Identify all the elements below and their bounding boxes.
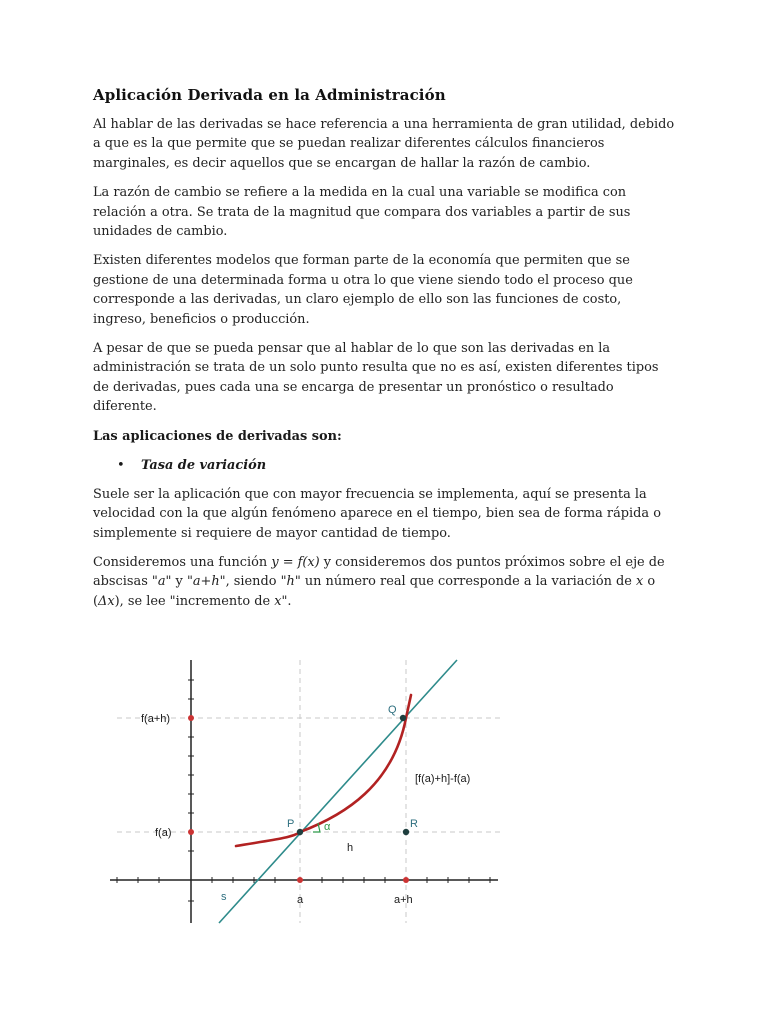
- math-expression: x: [274, 593, 282, 609]
- math-expression: h: [286, 574, 295, 590]
- text-segment: y consideremos dos puntos próximos sobre el eje de abscisas ": [93, 554, 665, 590]
- point-fa-marker: [188, 829, 194, 835]
- label-fa: f(a): [155, 827, 172, 839]
- text-segment: ", siendo ": [219, 574, 287, 590]
- point-r: [403, 829, 409, 835]
- label-ah: a+h: [394, 894, 413, 906]
- math-expression: a+h: [192, 574, 220, 590]
- page-title: Aplicación Derivada en la Administración: [93, 86, 446, 104]
- bullet-item: [93, 456, 678, 475]
- point-a-marker: [297, 877, 303, 883]
- paragraph-5: Suele ser la aplicación que con mayor frecuencia se implementa, aquí se presenta la velocidad con la que algún fenómeno aparece en el tiempo, bien sea de forma rápida o simplemente si requiere de mayor cantidad de tiempo.: [93, 486, 661, 541]
- paragraph-6: [93, 553, 678, 611]
- point-q: [400, 715, 406, 721]
- label-p: P: [287, 818, 295, 830]
- paragraph-2: La razón de cambio se refiere a la medida en la cual una variable se modifica con relación a otra. Se trata de la magnitud que compara dos variables a partir de sus unidades de cambio.: [93, 185, 631, 240]
- paragraph-1: Al hablar de las derivadas se hace referencia a una herramienta de gran utilidad, debido a que es la que permite que se puedan realizar diferentes cálculos financieros marginales, es decir aquellos que se encargan de hallar la razón de cambio.: [93, 117, 675, 171]
- diagram-svg: [105, 655, 505, 925]
- bullet-icon: •: [117, 457, 125, 473]
- label-a: a: [297, 894, 304, 906]
- label-fah: f(a+h): [141, 713, 171, 725]
- secant-line: [219, 660, 457, 923]
- math-expression: x: [635, 574, 644, 590]
- text-segment: Consideremos una función: [93, 554, 272, 570]
- math-expression: Δx: [98, 593, 115, 609]
- bullet-text: Tasa de variación: [141, 457, 267, 473]
- text-segment: ), se lee "incremento de: [114, 593, 275, 609]
- derivative-diagram: [105, 655, 505, 925]
- label-difference: [f(a)+h]-f(a): [415, 773, 471, 785]
- math-expression: a: [157, 574, 166, 590]
- document-body: [93, 86, 678, 621]
- point-ah-marker: [403, 877, 409, 883]
- text-segment: o (: [93, 574, 656, 609]
- paragraph-4: A pesar de que se pueda pensar que al hablar de lo que son las derivadas en la administración se trata de un solo punto resulta que no es así, existen diferentes tipos de derivadas, pues cada una se encarga de presentar un pronóstico o resultado diferente.: [93, 341, 659, 415]
- point-fah-marker: [188, 715, 194, 721]
- text-segment: " y ": [165, 574, 193, 590]
- guide-lines: [117, 660, 500, 923]
- label-s: s: [221, 891, 227, 903]
- label-q: Q: [388, 704, 397, 716]
- point-p: [297, 829, 303, 835]
- math-expression: y = f(x): [271, 554, 320, 570]
- text-segment: ".: [281, 593, 292, 609]
- label-alpha: α: [324, 821, 331, 833]
- label-h: h: [347, 842, 354, 854]
- text-segment: " un número real que corresponde a la variación de: [294, 574, 636, 590]
- paragraph-3: Existen diferentes modelos que forman parte de la economía que permiten que se gestione de una determinada forma u otra lo que viene siendo todo el proceso que corresponde a las derivadas, un claro ejemplo de ello son las funciones de costo, ingreso, beneficios o producción.: [93, 253, 633, 327]
- label-r: R: [410, 818, 418, 830]
- subheading: Las aplicaciones de derivadas son:: [93, 428, 342, 444]
